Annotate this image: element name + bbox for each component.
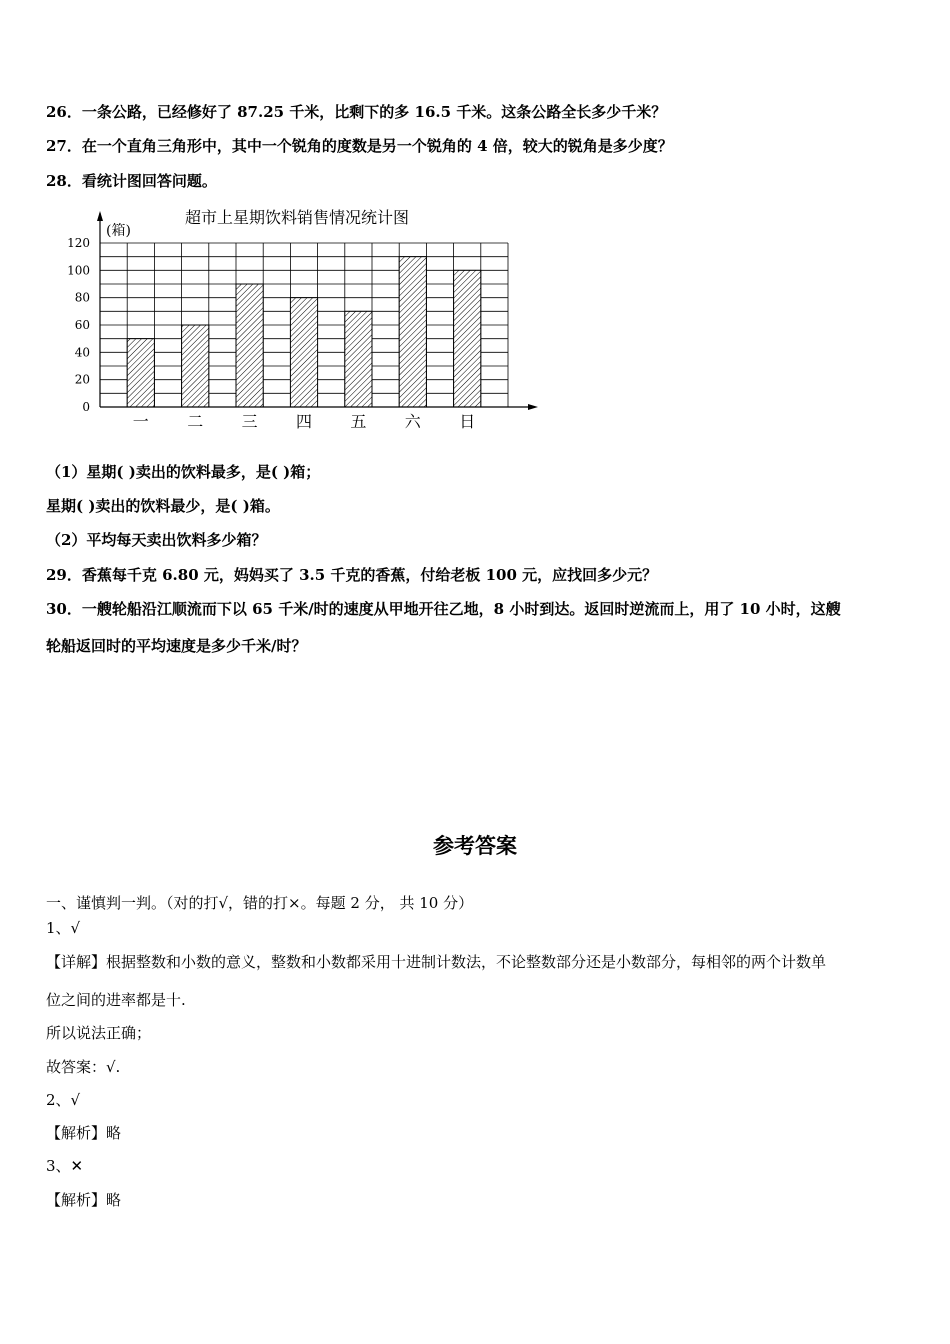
chart-bars <box>127 257 481 407</box>
x-tick-label: 二 <box>187 412 204 431</box>
answer-3-detail: 【解析】略 <box>46 1191 122 1209</box>
answer-2-detail: 【解析】略 <box>46 1124 122 1142</box>
x-tick-label: 一 <box>132 412 149 431</box>
x-tick-label: 五 <box>350 412 367 431</box>
y-tick-label: 20 <box>74 372 90 387</box>
x-tick-label: 三 <box>241 412 258 431</box>
chart-y-axis-label: (箱) <box>106 223 131 239</box>
answer-1-final: 故答案：√. <box>46 1058 121 1076</box>
y-tick-label: 0 <box>82 400 90 414</box>
answer-1-detail-line2: 位之间的进率都是十. <box>46 991 186 1009</box>
y-tick-label: 40 <box>74 345 90 360</box>
x-axis-arrow <box>528 404 538 410</box>
y-tick-label: 60 <box>74 318 90 332</box>
bar <box>236 284 263 407</box>
answer-1-conclusion: 所以说法正确； <box>46 1024 152 1042</box>
chart-title: 超市上星期饮料销售情况统计图 <box>185 208 410 227</box>
answer-3: 3、✕ <box>46 1157 84 1175</box>
question-28-part1-least: 星期( )卖出的饮料最少，是( )箱。 <box>46 497 280 515</box>
question-28-part1-most: （1）星期( )卖出的饮料最多，是( )箱； <box>46 463 321 481</box>
bar <box>290 298 317 407</box>
y-tick-label: 100 <box>67 263 90 278</box>
x-tick-label: 六 <box>404 412 421 431</box>
bar <box>454 270 481 407</box>
question-28: 28．看统计图回答问题。 <box>46 172 217 190</box>
x-tick-label: 四 <box>295 412 313 431</box>
y-tick-label: 120 <box>67 236 90 250</box>
question-30-line2: 轮船返回时的平均速度是多少千米/时？ <box>46 637 307 655</box>
question-29: 29．香蕉每千克 6.80 元，妈妈买了 3.5 千克的香蕉，付给老板 100 元，应找回多少元？ <box>46 566 658 584</box>
answer-2: 2、√ <box>46 1091 81 1109</box>
question-28-part2: （2）平均每天卖出饮料多少箱？ <box>46 531 267 549</box>
question-26: 26．一条公路，已经修好了 87.25 千米，比剩下的多 16.5 千米。这条公路全长多少千米？ <box>46 103 667 121</box>
beverage-sales-chart <box>60 205 550 435</box>
answer-1: 1、√ <box>46 919 81 937</box>
question-30-line1: 30．一艘轮船沿江顺流而下以 65 千米/时的速度从甲地开往乙地，8 小时到达。返回时逆流而上，用了 10 小时，这艘 <box>46 600 841 618</box>
bar <box>399 257 426 407</box>
bar <box>127 339 154 407</box>
bar <box>345 311 372 407</box>
y-axis-arrow <box>97 211 103 221</box>
answers-section-heading: 一、谨慎判一判。（对的打√，错的打×。每题 2 分， 共 10 分） <box>46 894 474 912</box>
answers-title: 参考答案 <box>433 834 517 858</box>
question-27: 27．在一个直角三角形中，其中一个锐角的度数是另一个锐角的 4 倍，较大的锐角是多少度？ <box>46 137 673 155</box>
x-tick-label: 日 <box>459 412 476 431</box>
y-tick-label: 80 <box>74 290 90 305</box>
bar <box>182 325 209 407</box>
answer-1-detail-line1: 【详解】根据整数和小数的意义，整数和小数都采用十进制计数法，不论整数部分还是小数部分，每相邻的两个计数单 <box>46 953 827 971</box>
